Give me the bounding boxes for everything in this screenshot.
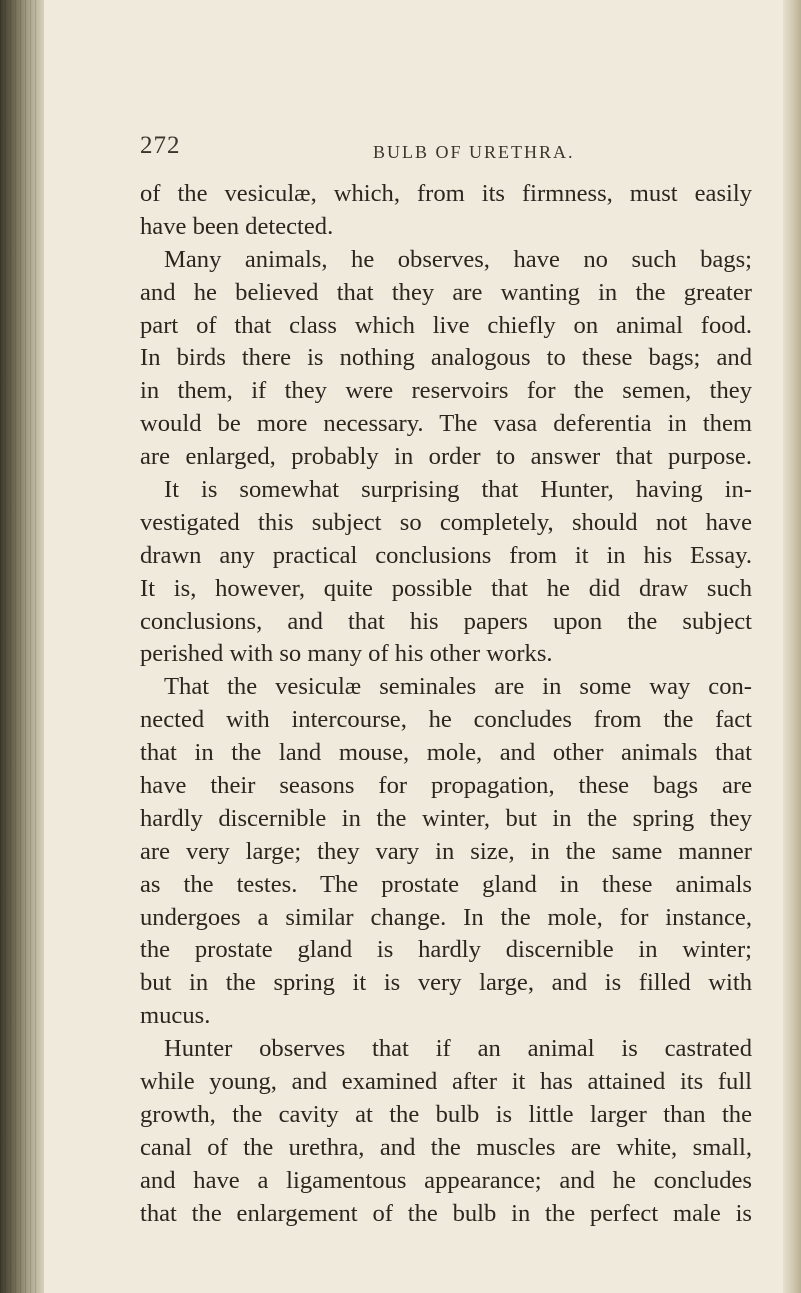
text-line: perished with so many of his other works. bbox=[140, 640, 553, 668]
text-line: the prostate gland is hardly discernible in winter; bbox=[140, 936, 752, 964]
text-line: nected with intercourse, he concludes from the fact bbox=[140, 706, 752, 734]
text-line: that in the land mouse, mole, and other animals that bbox=[140, 739, 752, 767]
text-line: That the vesiculæ seminales are in some way con- bbox=[164, 673, 752, 701]
text-line: mucus. bbox=[140, 1002, 211, 1030]
text-line: canal of the urethra, and the muscles are white, small, bbox=[140, 1133, 752, 1161]
text-line: would be more necessary. The vasa deferentia in them bbox=[140, 410, 752, 438]
text-line: are enlarged, probably in order to answer that purpose. bbox=[140, 443, 752, 471]
body-text bbox=[140, 178, 800, 1231]
text-line: growth, the cavity at the bulb is little larger than the bbox=[140, 1100, 752, 1128]
page-header bbox=[140, 132, 640, 172]
text-line: vestigated this subject so completely, should not have bbox=[140, 508, 752, 536]
text-line: hardly discernible in the winter, but in the spring they bbox=[140, 804, 752, 832]
text-line: of the vesiculæ, which, from its firmness, must easily bbox=[140, 180, 752, 207]
text-line: in them, if they were reservoirs for the semen, they bbox=[140, 377, 752, 405]
text-line: and have a ligamentous appearance; and he concludes bbox=[140, 1166, 752, 1194]
text-line: are very large; they vary in size, in the same manner bbox=[140, 837, 752, 865]
text-line: It is, however, quite possible that he did draw such bbox=[140, 574, 752, 602]
text-line: undergoes a similar change. In the mole, for instance, bbox=[140, 903, 752, 931]
gutter-texture bbox=[0, 0, 40, 1293]
text-line: Hunter observes that if an animal is castrated bbox=[164, 1035, 752, 1063]
text-line: and he believed that they are wanting in the greater bbox=[140, 278, 752, 306]
text-line: have been detected. bbox=[140, 212, 334, 240]
running-head: BULB OF URETHRA. bbox=[373, 142, 575, 162]
text-line: drawn any practical conclusions from it in his Essay. bbox=[140, 541, 752, 569]
text-line: part of that class which live chiefly on animal food. bbox=[140, 311, 752, 339]
text-line: have their seasons for propagation, these bags are bbox=[140, 772, 752, 800]
text-line: Many animals, he observes, have no such bags; bbox=[164, 245, 752, 273]
page-number: 272 bbox=[140, 132, 181, 159]
text-line: as the testes. The prostate gland in these animals bbox=[140, 870, 752, 898]
text-line: In birds there is nothing analogous to these bags; and bbox=[140, 344, 752, 372]
text-line: conclusions, and that his papers upon the subject bbox=[140, 607, 752, 635]
text-line: but in the spring it is very large, and is filled with bbox=[140, 969, 752, 997]
text-line: while young, and examined after it has attained its full bbox=[140, 1068, 752, 1096]
text-line: that the enlargement of the bulb in the perfect male is bbox=[140, 1199, 752, 1227]
text-line: It is somewhat surprising that Hunter, having in- bbox=[164, 476, 752, 504]
